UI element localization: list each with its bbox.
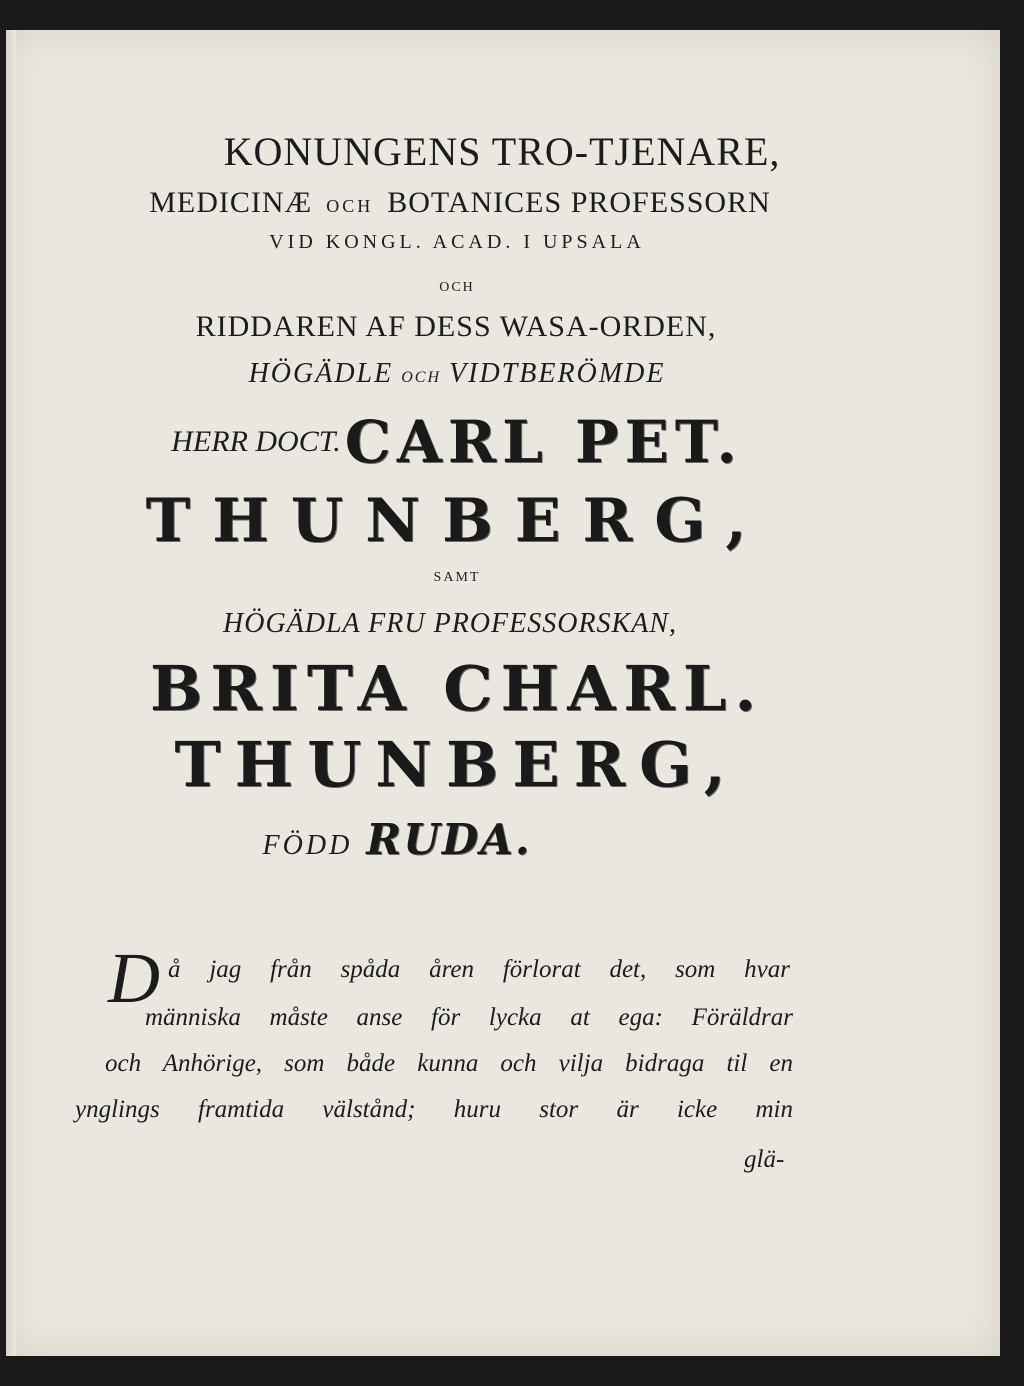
heading-line-1: KONUNGENS TRO-TJENARE,	[223, 129, 781, 174]
heading-line-2-och: OCH	[326, 196, 374, 216]
heading-line-2-medicinae: MEDICINÆ	[149, 186, 313, 219]
heading-line-6	[0, 358, 969, 390]
body-row-1: å jag från spåda åren förlorat det, som hvar	[168, 956, 790, 983]
decorative-surname-thunberg-1: THUNBERG,	[145, 486, 769, 556]
heading-line-13	[0, 815, 909, 864]
decorative-name-brita-charl: BRITA CHARL.	[149, 652, 765, 725]
heading-line-5: RIDDAREN AF DESS WASA-ORDEN,	[195, 310, 717, 343]
herr-doct: HERR DOCT.	[171, 425, 341, 458]
heading-line-10: HÖGÄDLA FRU PROFESSORSKAN,	[223, 608, 677, 639]
heading-line-2-botanices: BOTANICES PROFESSORN	[387, 186, 771, 219]
body-row-4: ynglings framtida välstånd; huru stor är icke min	[75, 1096, 793, 1123]
heading-line-6-hogadle: HÖGÄDLE	[248, 358, 394, 389]
heading-line-11	[0, 652, 969, 725]
heading-line-12	[0, 728, 969, 801]
heading-line-2	[0, 186, 972, 220]
fodd-label: FÖDD	[262, 830, 353, 861]
decorative-surname-thunberg-2: THUNBERG,	[174, 728, 740, 801]
catchword: glä-	[744, 1146, 785, 1173]
heading-line-6-vidtberomde: VIDTBERÖMDE	[449, 358, 666, 389]
heading-line-7	[0, 408, 969, 476]
drop-cap: D	[108, 938, 160, 1018]
decorative-maiden-name-ruda: RUDA.	[366, 815, 532, 864]
heading-line-8	[0, 486, 969, 556]
heading-line-9: SAMT	[433, 570, 481, 585]
heading-line-3: VID KONGL. ACAD. I UPSALA	[269, 231, 645, 253]
body-row-3: och Anhörige, som både kunna och vilja bidraga til en	[105, 1050, 793, 1077]
heading-line-6-och: OCH	[401, 369, 442, 386]
body-row-2: människa måste anse för lycka at ega: Föräldrar	[145, 1004, 793, 1031]
decorative-name-carl-pet: CARL PET.	[344, 408, 743, 476]
heading-line-4: OCH	[439, 280, 475, 295]
